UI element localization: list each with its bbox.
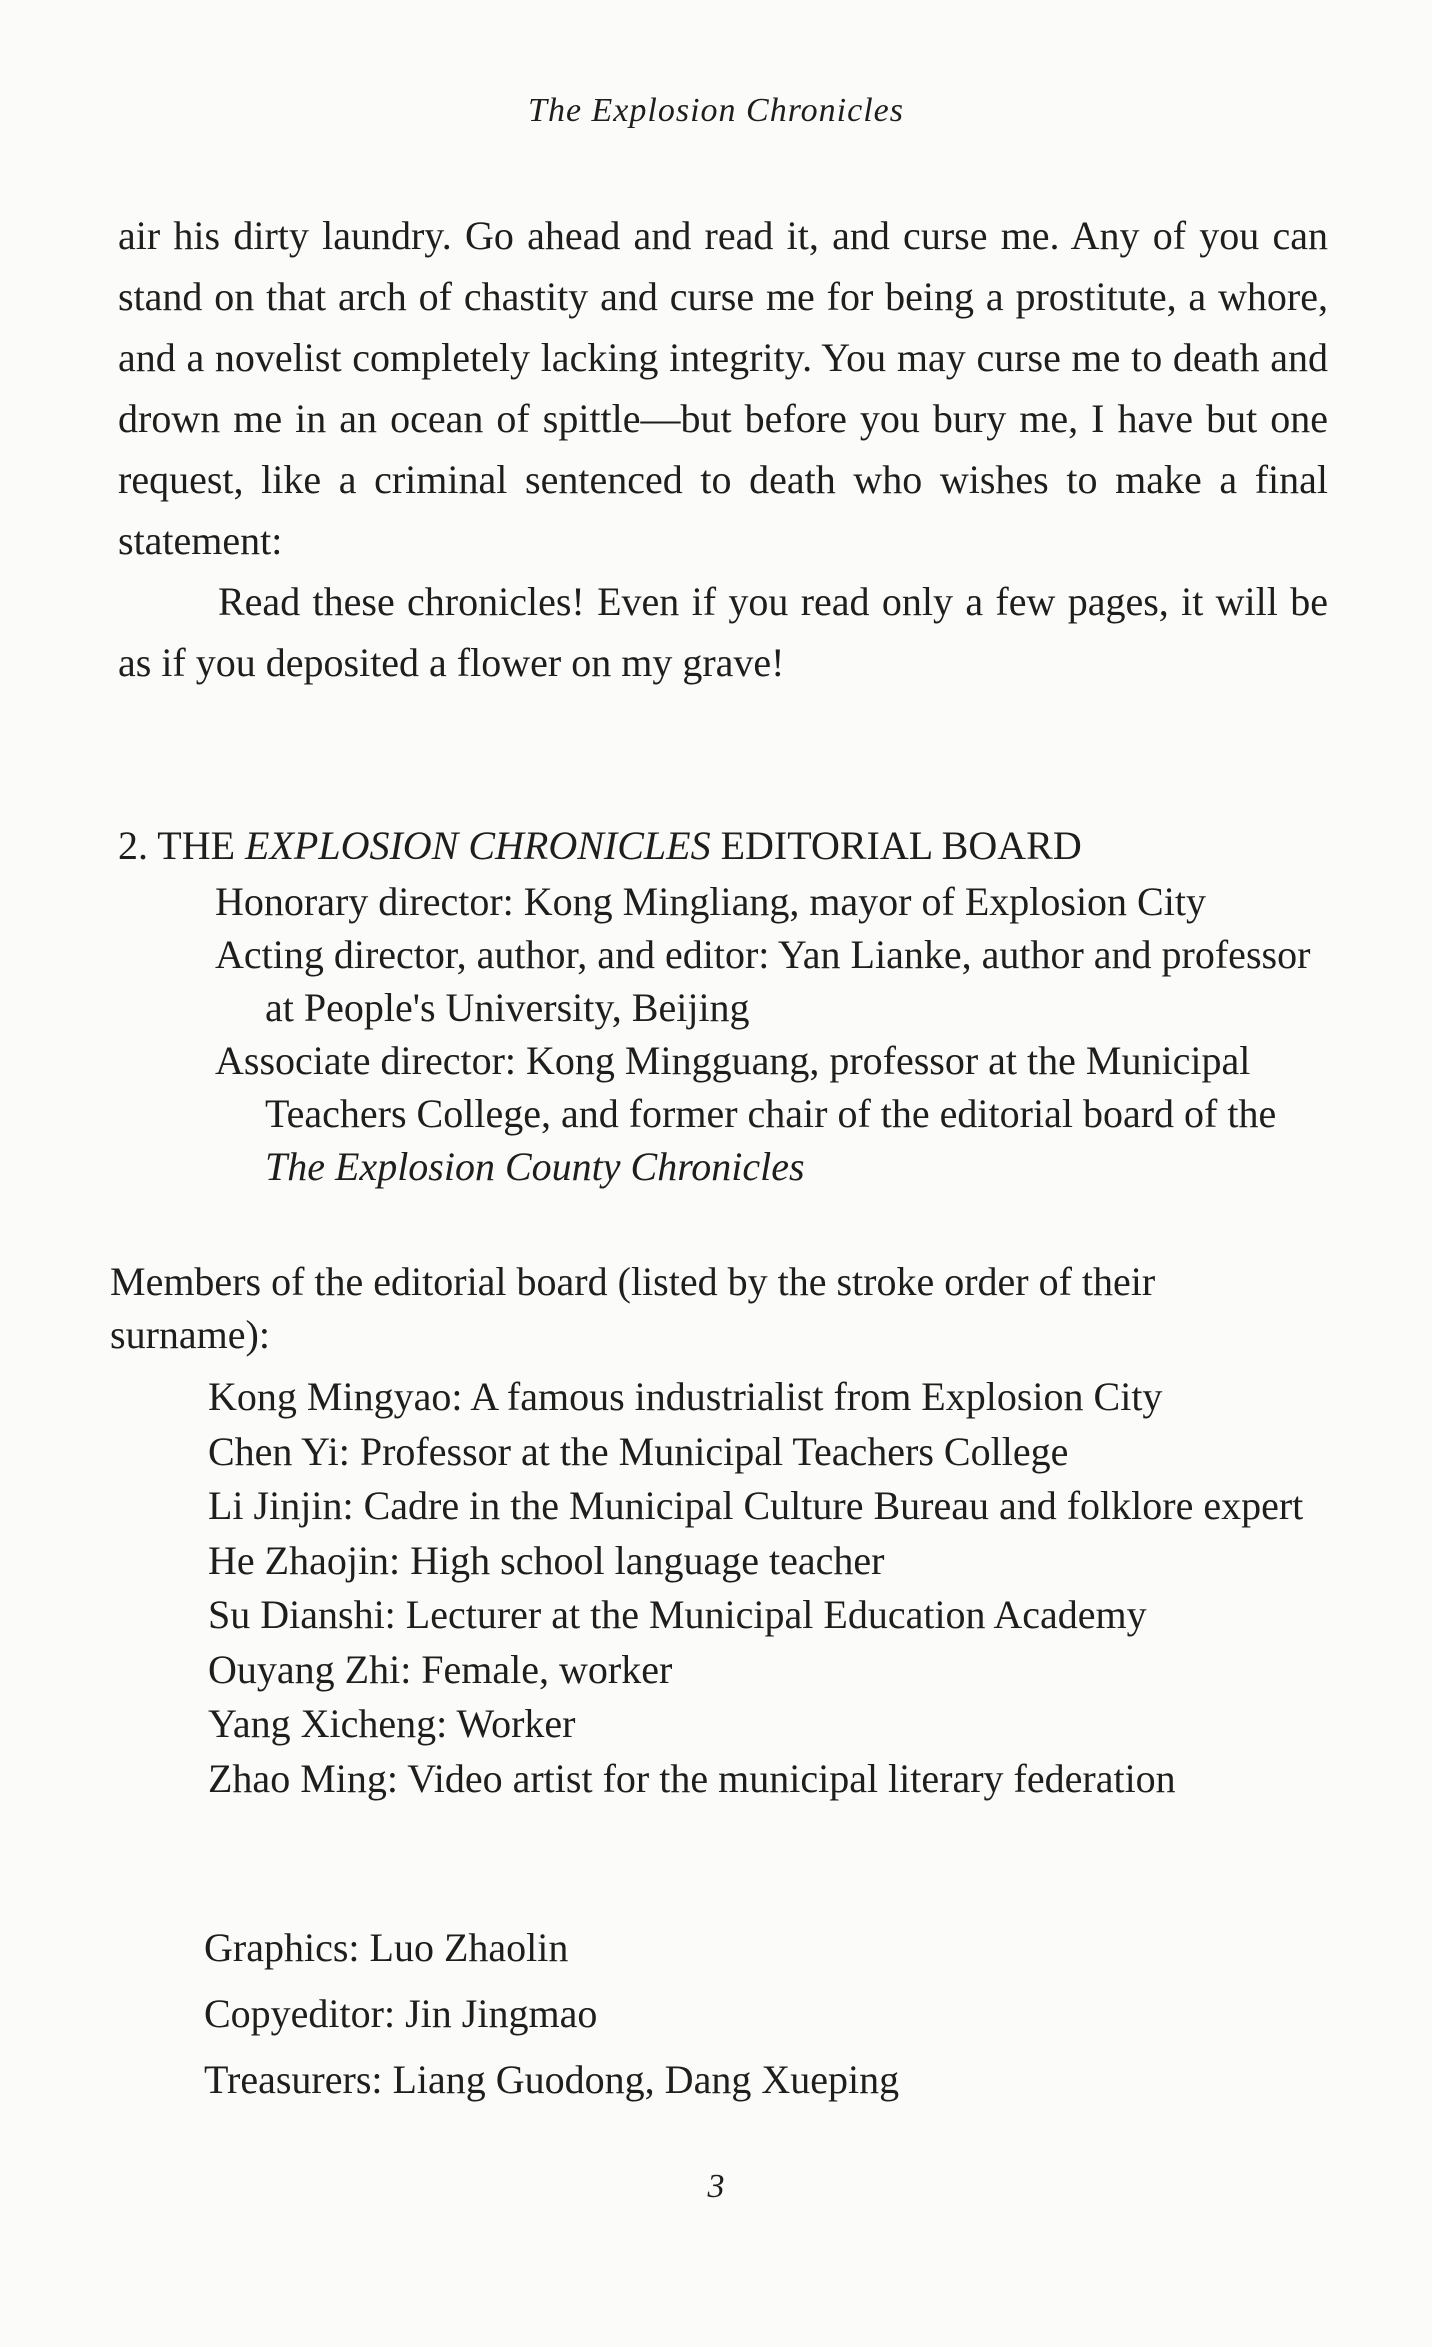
member-entry: He Zhaojin: High school language teacher — [208, 1537, 885, 1583]
section-number: 2. THE — [118, 823, 236, 868]
member-entry: Kong Mingyao: A famous industrialist from Explosion City — [208, 1374, 1163, 1419]
members-list — [208, 1370, 1328, 1806]
board-entry: Honorary director: Kong Mingliang, mayor of Explosion City — [215, 879, 1206, 924]
section-title-italic: EXPLOSION CHRONICLES — [245, 823, 711, 868]
member-entry: Yang Xicheng: Worker — [208, 1701, 576, 1746]
member-entry: Chen Yi: Professor at the Municipal Teachers College — [208, 1428, 1069, 1474]
paragraph: Read these chronicles! Even if you read only a few pages, it will be as if you deposited a flower on my grave! — [118, 579, 1328, 685]
members-intro: Members of the editorial board (listed by the stroke order of their surname): — [110, 1259, 1156, 1357]
associate-director-italic: The Explosion County Chronicles — [265, 1144, 805, 1189]
member-entry: Li Jinjin: Cadre in the Municipal Culture Bureau and folklore expert — [208, 1483, 1304, 1528]
board-list — [215, 875, 1330, 1193]
paragraph: air his dirty laundry. Go ahead and read it, and curse me. Any of you can stand on that arch of chastity and curse me for being a prostitute, a whore, and a novelist completely lacking integrity. You may curse me to death and drown me in an ocean of spittle—but before you bury me, I have but one request, like a criminal sentenced to death who wishes to make a final statement: — [118, 213, 1328, 563]
member-entry: Zhao Ming: Video artist for the municipal literary federation — [208, 1755, 1176, 1801]
member-entry: Ouyang Zhi: Female, worker — [208, 1646, 673, 1692]
credit-entry: Copyeditor: Jin Jingmao — [204, 1991, 598, 2036]
credit-entry: Graphics: Luo Zhaolin — [204, 1925, 569, 1970]
section-title-rest: EDITORIAL BOARD — [720, 823, 1082, 868]
member-entry: Su Dianshi: Lecturer at the Municipal Education Academy — [208, 1592, 1147, 1637]
associate-director-text: Associate director: Kong Mingguang, professor at the Municipal Teachers College, and former chair of the editorial board of the — [215, 1038, 1277, 1136]
section-heading — [118, 815, 1082, 876]
opening-text — [118, 205, 1328, 693]
page-number: 3 — [707, 2168, 725, 2205]
board-entry — [215, 1034, 1330, 1193]
credits-list — [204, 1915, 1304, 2113]
running-head: The Explosion Chronicles — [528, 92, 904, 129]
board-entry: Acting director, author, and editor: Yan Lianke, author and professor at People's University, Beijing — [215, 932, 1311, 1030]
credit-entry: Treasurers: Liang Guodong, Dang Xueping — [204, 2057, 900, 2102]
